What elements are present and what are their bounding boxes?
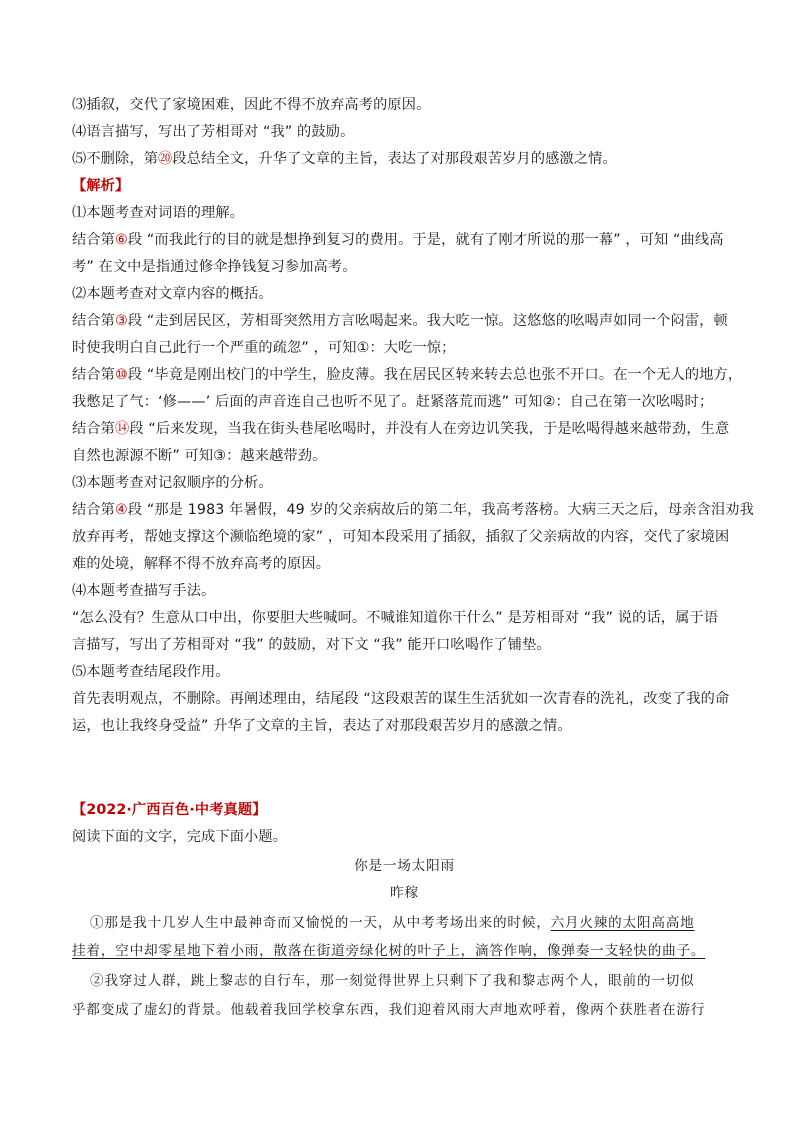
answer-text: 语言描写，写出了芳相哥对 “我” 的鼓励。 [86, 124, 355, 140]
q1-title: ⑴本题考查对词语的理解。 [72, 205, 245, 221]
q3-line [72, 497, 754, 524]
q5-line: 运，也让我终身受益” 升华了文章的主旨，表达了对那段艰苦岁月的感激之情。 [72, 718, 572, 734]
q3-title: ⑶本题考查对记叙顺序的分析。 [72, 475, 273, 491]
q2-line: 自然也源源不断” 可知③：越来越带劲。 [72, 448, 327, 464]
text: 结合第 [72, 367, 116, 383]
q2-line [72, 416, 737, 443]
paragraph-ref: ③ [115, 313, 128, 329]
q1-line [72, 227, 737, 254]
answer-text: 不删除，第 [86, 151, 159, 167]
answer-5 [72, 146, 737, 173]
paragraph-ref: ④ [115, 502, 128, 518]
text: 段 “那是 1983 年暑假，49 岁的父亲病故后的第二年，我高考落榜。大病三天之后，母亲含泪劝我 [127, 502, 754, 518]
paragraph-ref: ⑭ [115, 421, 130, 437]
q1-line: 考” 在文中是指通过修伞挣钱复习参加高考。 [72, 259, 357, 275]
passage-paragraph-1 [72, 938, 737, 965]
q2-title: ⑵本题考查对文章内容的概括。 [72, 286, 273, 302]
q3-line: 放弃再考，帮她支撑这个濒临绝境的家” ，可知本段采用了插叙，插叙了父亲病故的内容，交代了家境困 [72, 529, 730, 545]
q4-title: ⑷本题考查描写手法。 [72, 583, 216, 599]
answer-text: 段总结全文，升华了文章的主旨，表达了对那段艰苦岁月的感激之情。 [172, 151, 617, 167]
paragraph-ref: ⑥ [115, 232, 128, 248]
q2-line: 我憋足了气：‘修——’ 后面的声音连自己也听不见了。赶紧落荒而逃” 可知②：自己在第一次吆喝时； [72, 394, 714, 410]
q3-line: 难的处境，解释不得不放弃高考的原因。 [72, 556, 331, 572]
text: 结合第 [72, 421, 116, 437]
answer-number: ⑸ [72, 151, 87, 167]
passage-paragraph-1 [90, 910, 737, 937]
passage-title: 你是一场太阳雨 [354, 858, 455, 874]
q2-line [72, 362, 743, 389]
analysis-heading: 【解析】 [72, 178, 130, 194]
passage-paragraph-2: 乎都变成了虚幻的背景。他载着我回学校拿东西，我们迎着风雨大声地欢呼着，像两个获胜者在游行 [72, 1002, 706, 1018]
q5-line: 首先表明观点，不删除。再阐述理由，结尾段 “这段艰苦的谋生生活犹如一次青春的洗礼，改变了我的命 [72, 691, 730, 707]
q2-line: 时使我明白自己此行一个严重的疏忽” ，可知①：大吃一惊； [72, 340, 456, 356]
instruction: 阅读下面的文字，完成下面小题。 [72, 829, 288, 845]
question-source: 【2022·广西百色·中考真题】 [72, 802, 267, 818]
underlined-text: 六月火辣的太阳高高地 [550, 915, 695, 931]
paragraph-ref: ⑳ [158, 151, 173, 167]
text: 段 “后来发现，当我在街头巷尾吆喝时，并没有人在旁边讥笑我，于是吆喝得越来越带劲，生意 [129, 421, 730, 437]
answer-3 [72, 92, 737, 119]
q4-line: 言描写，写出了芳相哥对 “我” 的鼓励，对下文 “我” 能开口吆喝作了铺垫。 [72, 637, 551, 653]
answer-text: 插叙，交代了家境困难，因此不得不放弃高考的原因。 [86, 97, 431, 113]
answer-number: ⑷ [72, 124, 87, 140]
text: 结合第 [72, 313, 116, 329]
text: 结合第 [72, 502, 116, 518]
q4-line: “怎么没有？生意从口中出，你要胆大些喊呵。不喊谁知道你干什么” 是芳相哥对 “我” 说的话，属于语 [72, 610, 719, 626]
answer-4 [72, 119, 737, 146]
q2-line [72, 308, 737, 335]
text: 段 “走到居民区，芳相哥突然用方言吆喝起来。我大吃一惊。这悠悠的吆喝声如同一个闷雷，顿 [127, 313, 728, 329]
text: 段 “而我此行的目的就是想挣到复习的费用。于是，就有了刚才所说的那一幕” ，可知 “曲线高 [127, 232, 724, 248]
paragraph-ref: ⑩ [115, 367, 128, 383]
text: 段 “毕竟是刚出校门的中学生，脸皮薄。我在居民区转来转去总也张不开口。在一个无人的地方， [127, 367, 743, 383]
passage-author: 昨稼 [390, 885, 419, 901]
text: ①那是我十几岁人生中最神奇而又愉悦的一天，从中考考场出来的时候， [90, 915, 551, 931]
answer-number: ⑶ [72, 97, 87, 113]
text: 结合第 [72, 232, 116, 248]
passage-paragraph-2: ②我穿过人群，跳上黎志的自行车，那一刻觉得世界上只剩下了我和黎志两个人，眼前的一切似 [90, 973, 695, 989]
q5-title: ⑸本题考查结尾段作用。 [72, 664, 230, 680]
underlined-text: 挂着，空中却零星地下着小雨，散落在街道旁绿化树的叶子上，滴答作响，像弹奏一支轻快的曲子。 [72, 943, 706, 959]
